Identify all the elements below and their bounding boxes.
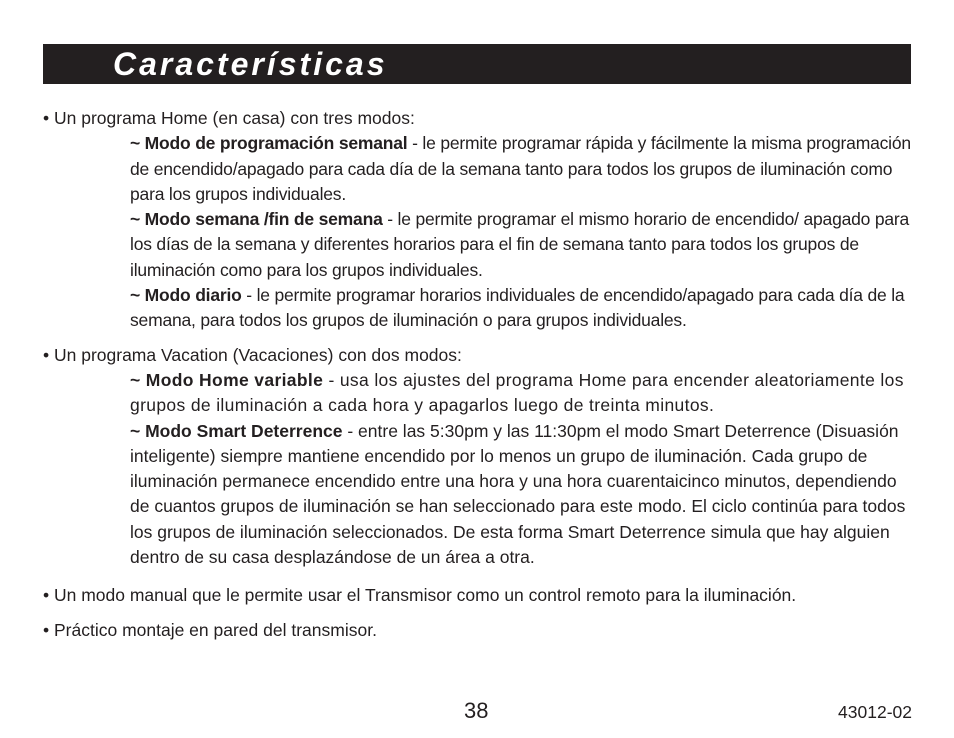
mode-weekday-weekend xyxy=(130,207,912,283)
spacer xyxy=(43,570,913,583)
document-code: 43012-02 xyxy=(838,702,912,722)
mode-weekly-label: ~ Modo de programación semanal xyxy=(130,133,408,154)
page-title: Características xyxy=(113,46,388,82)
mode-smart-deterrence-text: - entre las 5:30pm y las 11:30pm el modo Smart Deterrence (Disuasión inteligente) siempre mantiene encendido por lo menos un grupo de iluminación. Cada grupo de iluminación permanece encendido entre una hora y una hora cuarentaicinco minutos, dependiendo de cuantos grupos de iluminación se han seleccionado para este modo. El ciclo continúa para todos los grupos de iluminación seleccionados. De esta forma Smart Deterrence simula que hay alguien dentro de su casa desplazándose de un área a otra. xyxy=(130,420,906,568)
mode-weekly xyxy=(130,131,912,207)
mode-weekly-text: - le permite programar rápida y fácilmente la misma programación de encendido/apagado para cada día de la semana tanto para todos los grupos de iluminación como para los grupos individuales. xyxy=(130,133,911,204)
mode-weekday-weekend-label: ~ Modo semana /fin de semana xyxy=(130,209,383,230)
spacer xyxy=(43,334,913,343)
bullet-home-program: • Un programa Home (en casa) con tres modos: xyxy=(43,108,415,128)
spacer xyxy=(43,609,913,618)
mode-home-variable xyxy=(130,368,912,419)
mode-daily-label: ~ Modo diario xyxy=(130,285,242,306)
features-content xyxy=(43,106,913,643)
page-number: 38 xyxy=(464,698,489,723)
mode-home-variable-label: ~ Modo Home variable xyxy=(130,369,324,390)
mode-smart-deterrence-label: ~ Modo Smart Deterrence xyxy=(130,420,343,441)
vacation-modes-list xyxy=(130,368,912,570)
bullet-wall-mount: • Práctico montaje en pared del transmisor. xyxy=(43,619,377,640)
bullet-manual-mode: • Un modo manual que le permite usar el Transmisor como un control remoto para la iluminación. xyxy=(43,585,797,606)
mode-weekday-weekend-text: - le permite programar el mismo horario de encendido/ apagado para los días de la semana y diferentes horarios para el fin de semana tanto para todos los grupos de iluminación como para los grupos individuales. xyxy=(130,209,910,280)
mode-smart-deterrence xyxy=(130,419,912,571)
bullet-vacation-program: • Un programa Vacation (Vacaciones) con dos modos: xyxy=(43,344,462,365)
home-modes-list xyxy=(130,131,912,333)
mode-daily-text: - le permite programar horarios individuales de encendido/apagado para cada día de la semana, para todos los grupos de iluminación o para grupos individuales. xyxy=(130,285,905,331)
mode-daily xyxy=(130,283,912,334)
section-header-bar xyxy=(43,44,911,84)
mode-home-variable-text: - usa los ajustes del programa Home para encender aleatoriamente los grupos de iluminación a cada hora y apagarlos luego de treinta minutos. xyxy=(130,369,904,416)
